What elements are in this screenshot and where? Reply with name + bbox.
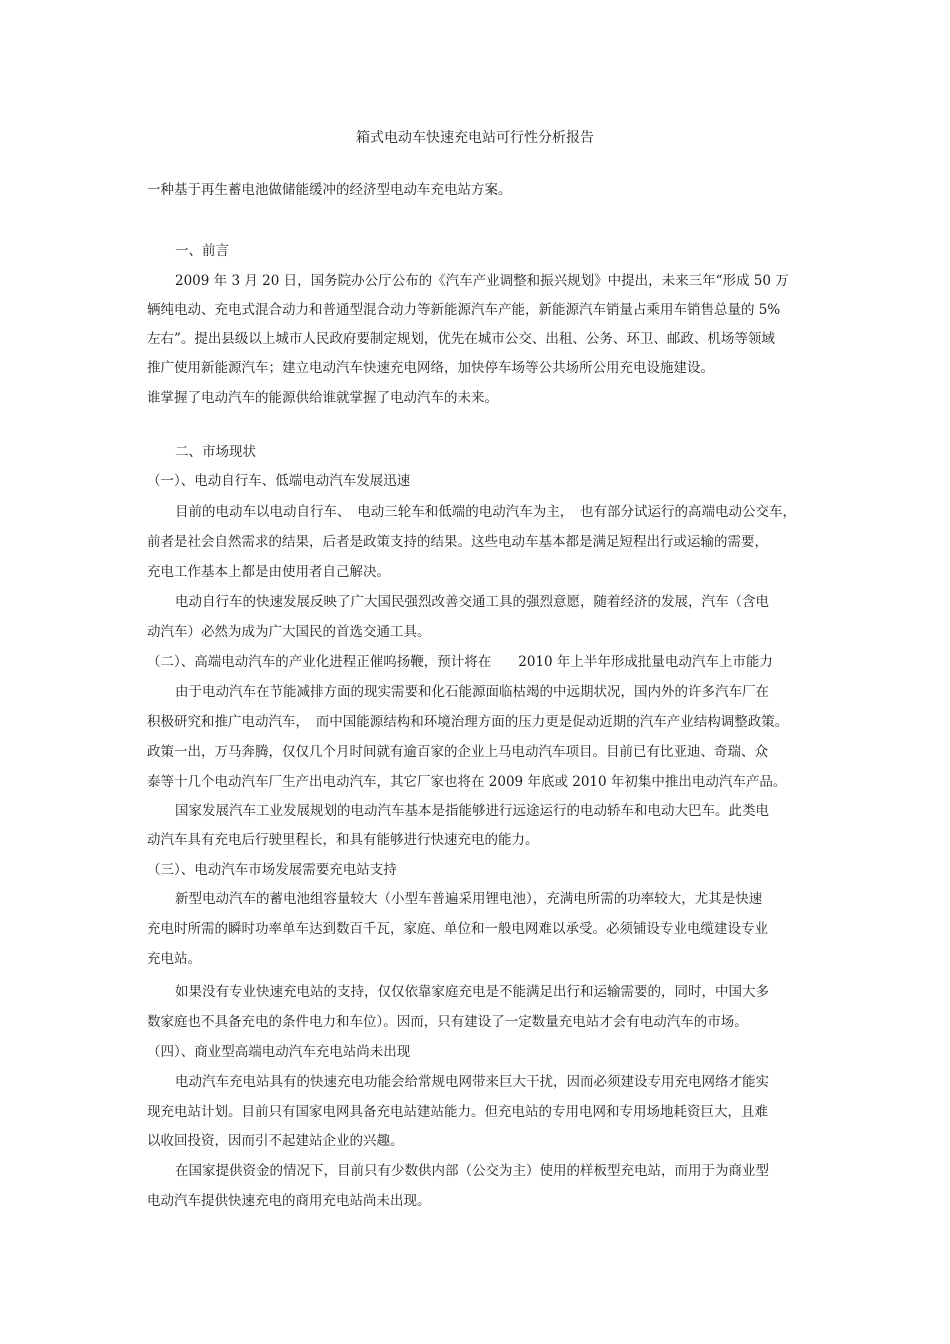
paragraph-line: 动汽车具有充电后行驶里程长，和具有能够进行快速充电的能力。 xyxy=(147,832,539,848)
subsection-heading: （四）、商业型高端电动汽车充电站尚未出现 xyxy=(147,1044,411,1060)
paragraph-line: 新型电动汽车的蓄电池组容量较大（小型车普遍采用锂电池），充满电所需的功率较大，尤其是快速 xyxy=(175,891,763,907)
section-heading-preface: 一、前言 xyxy=(175,243,229,259)
paragraph-line: 目前的电动车以电动自行车、 电动三轮车和低端的电动汽车为主， 也有部分试运行的高端电动公交车， xyxy=(175,504,796,520)
paragraph-line: 如果没有专业快速充电站的支持，仅仅依靠家庭充电是不能满足出行和运输需要的，同时，中国大多 xyxy=(175,984,769,1000)
paragraph-line: 充电时所需的瞬时功率单车达到数百千瓦，家庭、单位和一般电网难以承受。必须铺设专业电缆建设专业 xyxy=(147,921,768,937)
paragraph-line: 政策一出，万马奔腾，仅仅几个月时间就有逾百家的企业上马电动汽车项目。目前已有比亚迪、奇瑞、众 xyxy=(147,744,768,760)
paragraph-line: 充电工作基本上都是由使用者自己解决。 xyxy=(147,564,390,580)
paragraph-line: 谁掌握了电动汽车的能源供给谁就掌握了电动汽车的未来。 xyxy=(147,390,498,406)
paragraph-line: 动汽车）必然为成为广大国民的首选交通工具。 xyxy=(147,624,431,640)
paragraph-line: 现充电站计划。目前只有国家电网具备充电站建站能力。但充电站的专用电网和专用场地耗资巨大，且难 xyxy=(147,1104,768,1120)
paragraph-line: 积极研究和推广电动汽车， 而中国能源结构和环境治理方面的压力更是促动近期的汽车产业结构调整政策。 xyxy=(147,714,789,730)
paragraph-line: 以收回投资，因而引不起建站企业的兴趣。 xyxy=(147,1133,404,1149)
paragraph-line: 国家发展汽车工业发展规划的电动汽车基本是指能够进行远途运行的电动轿车和电动大巴车。此类电 xyxy=(175,803,769,819)
paragraph-line: 电动自行车的快速发展反映了广大国民强烈改善交通工具的强烈意愿，随着经济的发展，汽车（含电 xyxy=(175,594,769,610)
paragraph-line: 由于电动汽车在节能减排方面的现实需要和化石能源面临枯竭的中远期状况，国内外的许多汽车厂在 xyxy=(175,684,769,700)
paragraph-line: 左右”。提出县级以上城市人民政府要制定规划，优先在城市公交、出租、公务、环卫、邮政、机场等领域 xyxy=(147,331,775,347)
paragraph-line: 充电站。 xyxy=(147,951,201,967)
paragraph-line: 电动汽车充电站具有的快速充电功能会给常规电网带来巨大干扰，因而必须建设专用充电网络才能实 xyxy=(175,1074,769,1090)
paragraph-line: 前者是社会自然需求的结果，后者是政策支持的结果。这些电动车基本都是满足短程出行或运输的需要， xyxy=(147,534,768,550)
paragraph-line: 在国家提供资金的情况下，目前只有少数供内部（公交为主）使用的样板型充电站，而用于为商业型 xyxy=(175,1163,769,1179)
subsection-heading: （一）、电动自行车、低端电动汽车发展迅速 xyxy=(147,473,411,489)
document-subtitle: 一种基于再生蓄电池做储能缓冲的经济型电动车充电站方案。 xyxy=(147,182,512,198)
paragraph-line: 2009 年 3 月 20 日，国务院办公厅公布的《汽车产业调整和振兴规划》中提出，未来三年“形成 50 万 xyxy=(175,273,789,289)
paragraph-line: 数家庭也不具备充电的条件电力和车位）。因而，只有建设了一定数量充电站才会有电动汽车的市场。 xyxy=(147,1014,748,1030)
document-title: 箱式电动车快速充电站可行性分析报告 xyxy=(356,130,594,146)
section-heading-market: 二、市场现状 xyxy=(175,444,256,460)
paragraph-line: 电动汽车提供快速充电的商用充电站尚未出现。 xyxy=(147,1193,431,1209)
paragraph-line: 泰等十几个电动汽车厂生产出电动汽车，其它厂家也将在 2009 年底或 2010 年初集中推出电动汽车产品。 xyxy=(147,774,787,790)
subsection-heading: （三）、电动汽车市场发展需要充电站支持 xyxy=(147,862,397,878)
paragraph-line: 推广使用新能源汽车；建立电动汽车快速充电网络，加快停车场等公共场所公用充电设施建设。 xyxy=(147,360,714,376)
paragraph-line: 辆纯电动、充电式混合动力和普通型混合动力等新能源汽车产能，新能源汽车销量占乘用车销售总量的 5% xyxy=(147,302,781,318)
subsection-heading: （二）、高端电动汽车的产业化进程正催呜扬鞭，预计将在 2010 年上半年形成批量电动汽车上市能力 xyxy=(147,654,773,670)
